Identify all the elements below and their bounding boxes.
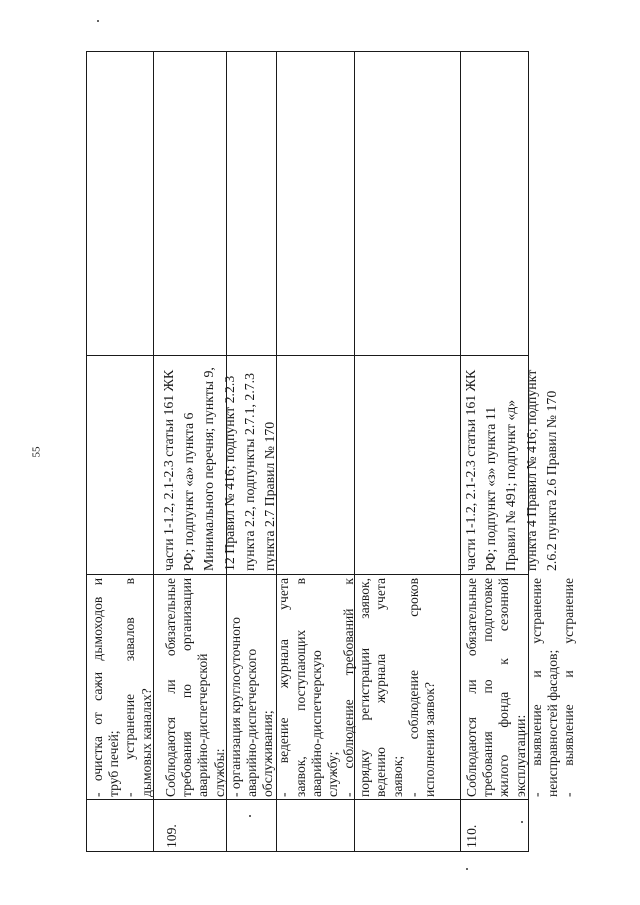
question-line: заявок; bbox=[389, 755, 405, 797]
legal-basis-cell bbox=[461, 359, 559, 571]
question-line: - соблюдение сроков bbox=[405, 578, 421, 797]
legal-basis-line: части 1-1.2, 2.1-2.3 статьи 161 ЖК bbox=[161, 369, 176, 571]
question-line: - ведение журнала учета bbox=[276, 578, 292, 797]
row-number: 110. bbox=[464, 824, 479, 848]
question-line: - организация круглосуточного bbox=[227, 617, 243, 797]
rotated-table bbox=[86, 51, 577, 852]
question-line: дымовых каналах? bbox=[138, 688, 154, 797]
question-line: - очистка от сажи дымоходов и bbox=[90, 578, 105, 797]
question-line: порядку регистрации заявок, bbox=[357, 578, 373, 797]
legal-basis-line: 12 Правил № 416; подпункт 2.2.3 bbox=[221, 375, 237, 571]
question-line: труб печей; bbox=[106, 730, 122, 797]
question-line: - соблюдение требований к bbox=[341, 578, 357, 797]
table-line bbox=[86, 51, 87, 852]
question-line: требования по организации bbox=[179, 578, 195, 797]
table-line bbox=[86, 355, 529, 356]
table-line bbox=[86, 851, 529, 852]
question-line: - выявление и устранение bbox=[561, 578, 577, 797]
question-line: требования по подготовке bbox=[480, 578, 496, 797]
table-line bbox=[86, 51, 529, 52]
legal-basis-line: пункта 2.2, подпункты 2.7.1, 2.7.3 bbox=[241, 372, 257, 571]
question-line: службы: bbox=[211, 748, 227, 797]
table-line bbox=[86, 574, 529, 575]
legal-basis-line: пункта 2.7 Правил № 170 bbox=[262, 421, 278, 571]
legal-basis-line: Минимального перечня; пункты 9, bbox=[201, 367, 217, 571]
legal-basis-line: части 1-1.2, 2.1-2.3 статьи 161 ЖК bbox=[463, 369, 478, 571]
legal-basis-line: РФ; подпункт «з» пункта 11 bbox=[483, 406, 499, 571]
question-line: жилого фонда к сезонной bbox=[496, 578, 512, 797]
question-cell bbox=[90, 578, 162, 797]
legal-basis-line: пункта 4 Правил № 416; подпункт bbox=[523, 369, 539, 571]
scan-speck bbox=[466, 868, 468, 870]
question-line: обслуживания; bbox=[260, 710, 276, 797]
question-line: аварийно-диспетчерскую bbox=[308, 650, 324, 797]
question-line: Соблюдаются ли обязательные bbox=[163, 578, 178, 797]
table-line bbox=[86, 799, 529, 800]
legal-basis-line: 2.6.2 пункта 2.6 Правил № 170 bbox=[543, 390, 559, 571]
question-line: - выявление и устранение bbox=[528, 578, 544, 797]
scan-speck bbox=[97, 20, 99, 22]
legal-basis-cell bbox=[159, 359, 283, 571]
question-cell bbox=[163, 578, 443, 797]
page-number: 55 bbox=[30, 446, 43, 458]
question-line: аварийно-диспетчерской bbox=[195, 653, 211, 797]
question-line: неисправностей фасадов; bbox=[544, 649, 560, 797]
question-line: Соблюдаются ли обязательные bbox=[464, 578, 479, 797]
question-line: заявок, поступающих в bbox=[292, 578, 308, 797]
question-line: - устранение завалов в bbox=[122, 578, 138, 797]
question-line: исполнения заявок? bbox=[422, 682, 437, 797]
question-line: службу; bbox=[324, 751, 340, 797]
legal-basis-line: РФ; подпункт «а» пункта 6 bbox=[181, 412, 197, 571]
question-line: ведению журнала учета bbox=[373, 578, 389, 797]
question-line: аварийно-диспетчерского bbox=[243, 648, 259, 797]
question-line: эксплуатации: bbox=[512, 714, 528, 797]
row-number: 109. bbox=[164, 824, 179, 848]
question-cell bbox=[464, 578, 577, 797]
legal-basis-line: Правил № 491; подпункт «д» bbox=[503, 399, 519, 571]
